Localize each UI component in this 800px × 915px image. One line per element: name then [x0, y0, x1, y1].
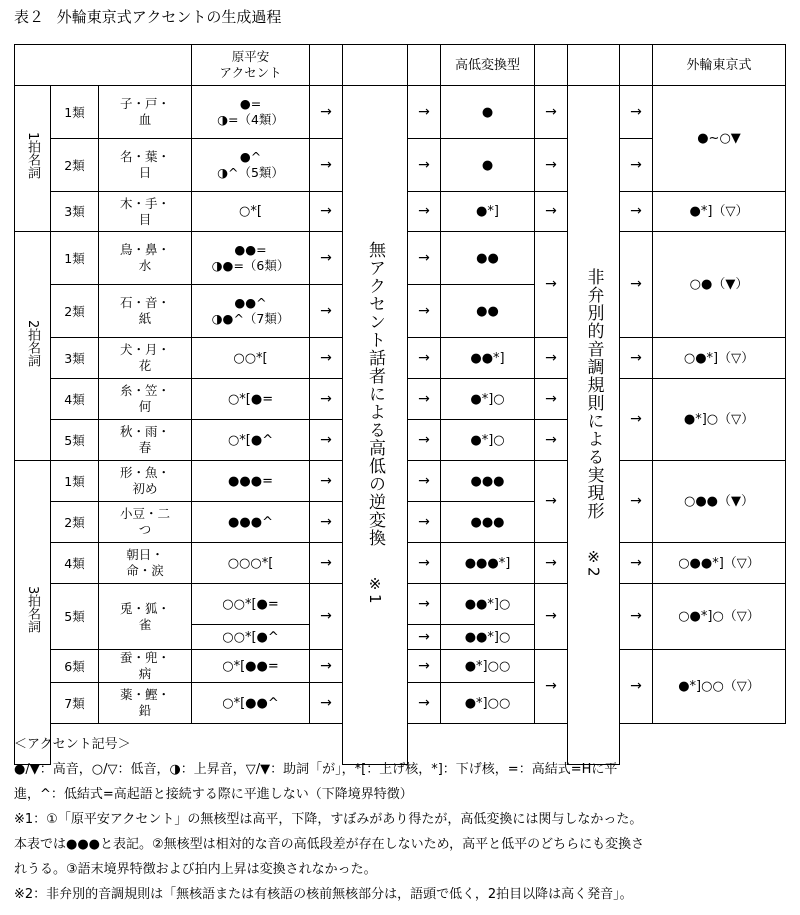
proto-accent-cell — [192, 285, 310, 338]
header-empty-arrow — [408, 45, 441, 86]
mora-group-label — [15, 86, 51, 232]
header-outer-tokyo: 外輪東京式 — [653, 45, 786, 86]
proto-accent-line: ○○○*[ — [227, 555, 274, 571]
stage1-vertical-text — [364, 241, 386, 605]
hilo-cell: ●●●*] — [441, 543, 535, 584]
arrow-cell: → — [408, 192, 441, 232]
arrow-cell: → — [620, 543, 653, 584]
arrow-cell: → — [408, 650, 441, 683]
stage1-vertical-cell — [343, 86, 408, 765]
caption-number: 表２ — [14, 8, 45, 26]
arrow-cell: → — [408, 502, 441, 543]
words-line-1: 子・戸・ — [120, 96, 171, 111]
words-line-1: 木・手・ — [120, 195, 171, 211]
words-line-2: 日 — [138, 165, 152, 180]
arrow-cell: → — [535, 192, 568, 232]
arrow-cell: → — [535, 232, 568, 338]
arrow-cell: → — [620, 232, 653, 338]
arrow-cell: → — [408, 543, 441, 584]
arrow-cell: → — [310, 232, 343, 285]
arrow-cell: → — [408, 285, 441, 338]
words-line-2: つ — [138, 522, 152, 537]
words-cell — [99, 285, 192, 338]
arrow-cell: → — [310, 502, 343, 543]
words-cell — [99, 683, 192, 724]
words-line-1: 石・音・ — [120, 295, 171, 310]
arrow-cell: → — [310, 86, 343, 139]
outer-tokyo-cell: ○●（▼） — [653, 232, 786, 338]
mora-group-label — [15, 461, 51, 765]
words-line-2: 初め — [132, 481, 158, 496]
arrow-cell: → — [620, 461, 653, 543]
proto-accent-line: ◑=（4類） — [217, 112, 284, 127]
header-empty-arrow — [310, 45, 343, 86]
proto-accent-line: ○*[●●= — [222, 658, 279, 674]
proto-accent-line: ◑●=（6類） — [211, 258, 290, 273]
arrow-cell: → — [620, 86, 653, 139]
proto-accent-cell — [192, 420, 310, 461]
hilo-cell: ●*]○○ — [441, 683, 535, 724]
proto-accent-line: ○*[●●^ — [222, 695, 279, 711]
hilo-cell: ●*]○ — [441, 420, 535, 461]
proto-accent-line: ●●^ — [234, 295, 267, 310]
mora-group-text: 1拍名詞 — [25, 132, 40, 180]
words-cell — [99, 584, 192, 650]
legend-title: ＜アクセント記号＞ — [14, 737, 131, 752]
hilo-cell: ●●● — [441, 502, 535, 543]
proto-accent-cell — [192, 502, 310, 543]
class-cell: 1類 — [51, 86, 99, 139]
proto-accent-line: ●●●^ — [228, 514, 273, 530]
arrow-cell: → — [408, 584, 441, 625]
proto-accent-cell — [192, 338, 310, 379]
arrow-cell: → — [535, 379, 568, 420]
arrow-cell: → — [408, 625, 441, 650]
outer-tokyo-cell: ●*]○○（▽） — [653, 650, 786, 724]
proto-accent-line: ●= — [239, 96, 262, 111]
class-cell: 5類 — [51, 584, 99, 650]
proto-accent-cell — [192, 683, 310, 724]
proto-accent-cell — [192, 86, 310, 139]
outer-tokyo-cell: ●~○▼ — [653, 86, 786, 192]
note1-line-2: 本表では●●●と表記。②無核型は相対的な音の高低段差が存在しないため，高平と低平のどちらにも変換さ — [14, 837, 645, 852]
arrow-cell: → — [310, 285, 343, 338]
class-cell: 2類 — [51, 285, 99, 338]
words-line-2: 鉛 — [138, 703, 152, 718]
arrow-cell: → — [408, 461, 441, 502]
words-line-1: 糸・笠・ — [120, 383, 171, 398]
words-line-1: 犬・月・ — [120, 342, 171, 357]
proto-accent-cell: ○○*[●^ — [192, 625, 310, 650]
notes-block — [14, 732, 786, 907]
arrow-cell: → — [620, 192, 653, 232]
words-cell — [99, 192, 192, 232]
mora-group-text: 3拍名詞 — [25, 586, 40, 634]
arrow-cell: → — [408, 338, 441, 379]
class-cell: 1類 — [51, 461, 99, 502]
words-line-2: 雀 — [138, 616, 152, 632]
hilo-cell: ●●*] — [441, 338, 535, 379]
hilo-cell: ●●*]○ — [441, 584, 535, 625]
stage2-vertical-text — [583, 268, 605, 578]
words-line-2: 花 — [138, 358, 152, 373]
words-line-1: 小豆・二 — [120, 506, 171, 521]
arrow-cell: → — [408, 379, 441, 420]
words-line-2: 春 — [138, 440, 152, 455]
class-cell: 3類 — [51, 338, 99, 379]
class-cell: 5類 — [51, 420, 99, 461]
hilo-cell: ●●*]○ — [441, 625, 535, 650]
note1-line-3: れうる。③語末境界特徴および拍内上昇は変換されなかった。 — [14, 862, 377, 877]
arrow-cell: → — [535, 338, 568, 379]
header-proto-accent — [192, 45, 310, 86]
words-line-1: 薬・鰹・ — [120, 687, 171, 702]
proto-accent-cell — [192, 650, 310, 683]
proto-accent-line: ●●●= — [228, 473, 273, 489]
words-cell — [99, 338, 192, 379]
outer-tokyo-cell: ○●*]（▽） — [653, 338, 786, 379]
arrow-cell: → — [310, 584, 343, 650]
class-cell: 7類 — [51, 683, 99, 724]
header-empty-stage2 — [568, 45, 620, 86]
arrow-cell: → — [620, 338, 653, 379]
hilo-cell: ●*]○○ — [441, 650, 535, 683]
arrow-cell: → — [620, 650, 653, 724]
outer-tokyo-cell: ●*]（▽） — [653, 192, 786, 232]
stage1-note-ref: ※1 — [366, 574, 385, 605]
arrow-cell: → — [310, 543, 343, 584]
proto-accent-cell — [192, 461, 310, 502]
outer-tokyo-cell: ○●●*]（▽） — [653, 543, 786, 584]
words-cell — [99, 461, 192, 502]
arrow-cell: → — [310, 139, 343, 192]
class-cell: 6類 — [51, 650, 99, 683]
words-line-1: 名・葉・ — [120, 149, 171, 164]
outer-tokyo-cell: ●*]○（▽） — [653, 379, 786, 461]
header-proto-line-1: 原平安 — [231, 49, 270, 64]
words-cell — [99, 232, 192, 285]
table-caption — [14, 6, 281, 27]
proto-accent-cell — [192, 543, 310, 584]
proto-accent-cell — [192, 232, 310, 285]
outer-tokyo-cell: ○●●（▼） — [653, 461, 786, 543]
proto-accent-line: ○*[ — [239, 204, 262, 219]
arrow-cell: → — [620, 379, 653, 461]
arrow-cell: → — [535, 86, 568, 139]
proto-accent-line: ○○*[ — [233, 350, 268, 366]
words-cell — [99, 379, 192, 420]
words-cell — [99, 650, 192, 683]
class-cell: 4類 — [51, 543, 99, 584]
proto-accent-line: ○*[●= — [227, 391, 274, 407]
header-row — [15, 45, 786, 86]
class-cell: 2類 — [51, 502, 99, 543]
arrow-cell: → — [310, 420, 343, 461]
header-empty — [15, 45, 192, 86]
words-line-2: 病 — [138, 666, 152, 681]
arrow-cell: → — [535, 543, 568, 584]
table-body — [15, 45, 786, 765]
header-proto-line-2: アクセント — [219, 65, 282, 80]
hilo-cell: ●●● — [441, 461, 535, 502]
stage1-text: 無アクセント話者による高低の逆変換 — [365, 240, 386, 547]
words-line-1: 朝日・ — [126, 547, 164, 562]
words-line-1: 兎・狐・ — [120, 600, 171, 616]
words-line-2: 何 — [138, 399, 152, 414]
legend-line-2: 進，^：低結式=高起語と接続する際に平進しない（下降境界特徴） — [14, 787, 413, 802]
hilo-cell: ● — [441, 86, 535, 139]
header-empty-arrow — [535, 45, 568, 86]
words-line-2: 紙 — [138, 311, 152, 326]
proto-accent-line: ◑●^（7類） — [211, 311, 290, 326]
words-cell — [99, 502, 192, 543]
note2-line: ※2：非弁別的音調規則は「無核語または有核語の核前無核部分は，語頭で低く，2拍目以降は高く発音」。 — [14, 887, 633, 902]
arrow-cell: → — [408, 232, 441, 285]
words-line-1: 形・魚・ — [120, 465, 171, 480]
arrow-cell: → — [408, 420, 441, 461]
header-empty-stage1 — [343, 45, 408, 86]
legend-line-1: ●/▼：高音，○/▽：低音，◑：上昇音，▽/▼：助詞「が」，*[：上げ核，*]：下げ核，=：高結式=Hに平 — [14, 762, 618, 777]
arrow-cell: → — [310, 192, 343, 232]
proto-accent-line: ◑^（5類） — [217, 165, 284, 180]
table-row — [15, 86, 786, 139]
mora-group-label — [15, 232, 51, 461]
hilo-cell: ●*]○ — [441, 379, 535, 420]
class-cell: 1類 — [51, 232, 99, 285]
hilo-cell: ●● — [441, 232, 535, 285]
words-line-2: 目 — [138, 211, 152, 227]
arrow-cell: → — [535, 584, 568, 650]
proto-accent-line: ●^ — [239, 149, 262, 164]
arrow-cell: → — [310, 461, 343, 502]
arrow-cell: → — [408, 139, 441, 192]
proto-accent-cell: ○○*[●= — [192, 584, 310, 625]
proto-accent-cell — [192, 139, 310, 192]
arrow-cell: → — [310, 338, 343, 379]
arrow-cell: → — [535, 461, 568, 543]
proto-accent-cell — [192, 192, 310, 232]
header-empty-arrow — [620, 45, 653, 86]
arrow-cell: → — [408, 683, 441, 724]
words-line-1: 蚕・兜・ — [120, 650, 171, 665]
class-cell: 4類 — [51, 379, 99, 420]
accent-table — [14, 44, 786, 765]
stage2-note-ref: ※2 — [584, 547, 603, 578]
arrow-cell: → — [620, 584, 653, 650]
proto-accent-cell — [192, 379, 310, 420]
arrow-cell: → — [535, 139, 568, 192]
words-line-1: 秋・雨・ — [120, 424, 171, 439]
class-cell: 3類 — [51, 192, 99, 232]
caption-title: 外輪東京式アクセントの生成過程 — [56, 8, 282, 26]
arrow-cell: → — [535, 650, 568, 724]
arrow-cell: → — [408, 86, 441, 139]
note1-line-1: ※1：①「原平安アクセント」の無核型は高平，下降，すぼみがあり得たが，高低変換には関与しなかった。 — [14, 812, 643, 827]
words-cell — [99, 420, 192, 461]
class-cell: 2類 — [51, 139, 99, 192]
proto-accent-line: ●●= — [234, 242, 267, 257]
header-hilo-type: 高低変換型 — [441, 45, 535, 86]
words-cell — [99, 543, 192, 584]
words-line-2: 血 — [138, 112, 152, 127]
hilo-cell: ●● — [441, 285, 535, 338]
stage2-vertical-cell — [568, 86, 620, 765]
mora-group-text: 2拍名詞 — [25, 319, 40, 368]
words-line-2: 水 — [138, 258, 152, 273]
words-cell — [99, 139, 192, 192]
arrow-cell: → — [620, 139, 653, 192]
arrow-cell: → — [310, 379, 343, 420]
hilo-cell: ● — [441, 139, 535, 192]
outer-tokyo-cell: ○●*]○（▽） — [653, 584, 786, 650]
words-cell — [99, 86, 192, 139]
arrow-cell: → — [535, 420, 568, 461]
arrow-cell: → — [310, 650, 343, 683]
proto-accent-line: ○*[●^ — [227, 432, 274, 448]
words-line-2: 命・涙 — [126, 563, 164, 578]
hilo-cell: ●*] — [441, 192, 535, 232]
arrow-cell: → — [310, 683, 343, 724]
stage2-text: 非弁別的音調規則による実現形 — [583, 267, 604, 520]
words-line-1: 鳥・鼻・ — [120, 242, 171, 257]
